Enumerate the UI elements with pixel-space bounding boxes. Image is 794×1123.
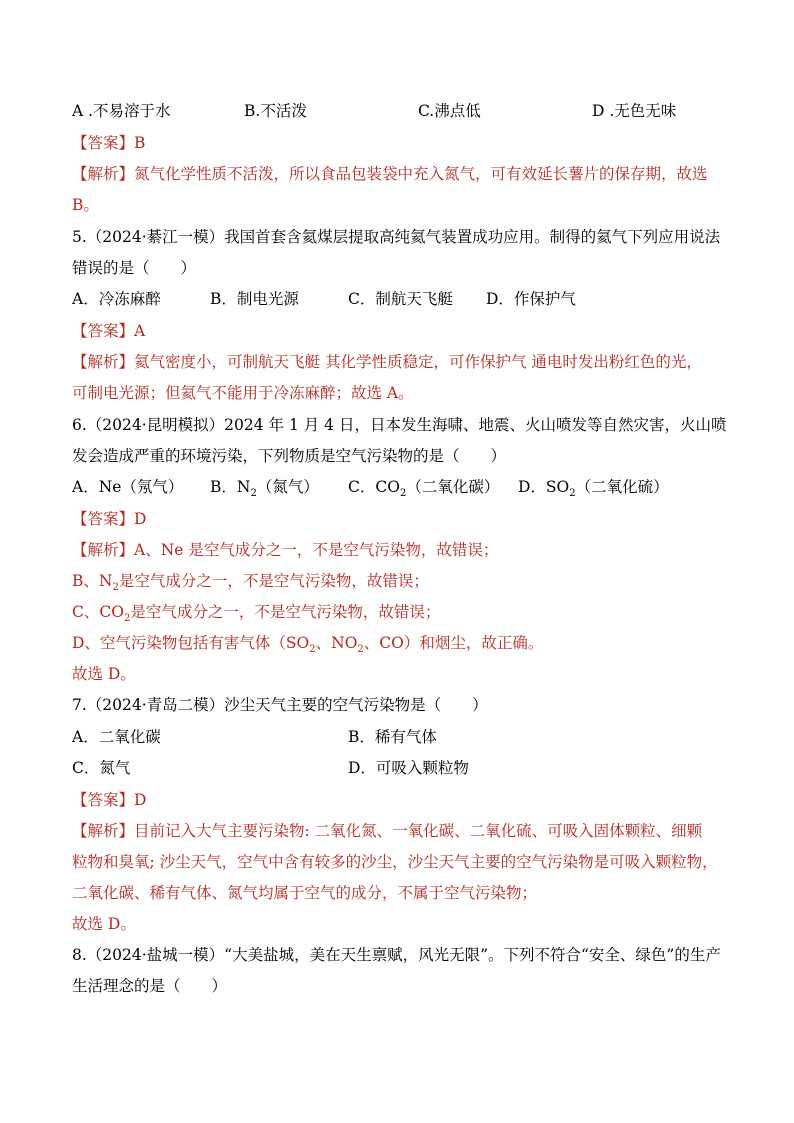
q8-stem-line-2: 生活理念的是（ ） — [72, 977, 228, 995]
q4-option-a: A .不易溶于水 — [72, 102, 171, 120]
q6-analysis-line-c: C、$CO_2$是空气成分之一，不是空气污染物，故错误； — [72, 603, 441, 625]
q4-analysis-line-2: B。 — [72, 196, 99, 214]
q6-answer: 【答案】D — [72, 510, 147, 528]
q6-stem-line-1: 6.（2024·昆明模拟）2024 年 1 月 4 日，日本发生海啸、地震、火山喷发等自然灾害，火山喷 — [72, 416, 727, 434]
q5-option-d: D．作保护气 — [486, 290, 576, 308]
q4-answer — [72, 132, 145, 154]
q6-analysis-line-b: B、$N_2$是空气成分之一，不是空气污染物，故错误； — [72, 572, 429, 594]
q4-option-d: D .无色无味 — [592, 102, 677, 120]
q7-stem: 7.（2024·青岛二模）沙尘天气主要的空气污染物是（ ） — [72, 696, 488, 714]
q7-answer: 【答案】D — [72, 791, 147, 809]
q5-analysis-line-1: 【解析】氦气密度小，可制航天飞艇 其化学性质稳定，可作保护气 通电时发出粉红色的光， — [72, 353, 702, 371]
q5-stem-line-2: 错误的是（ ） — [72, 259, 197, 277]
q5-option-c: C．制航天飞艇 — [348, 290, 453, 308]
q7-option-c: C．氮气 — [72, 759, 131, 777]
q4-option-b: B.不活泼 — [244, 102, 307, 120]
answer-label: 【答案】 — [72, 134, 135, 152]
q5-stem-line-1: 5.（2024·綦江一模）我国首套含氦煤层提取高纯氦气装置成功应用。制得的氦气下列应用说法 — [72, 228, 721, 246]
q5-option-b: B．制电光源 — [210, 290, 299, 308]
q8-stem-line-1: 8.（2024·盐城一模）“大美盐城，美在天生禀赋，风光无限”。下列不符合“安全、绿色”的生产 — [72, 946, 721, 964]
q7-option-a: A．二氧化碳 — [72, 728, 161, 746]
q6-analysis-line-d: D、空气污染物包括有害气体（$SO_2$、$NO_2$、CO）和烟尘，故正确。 — [72, 634, 544, 656]
q6-option-a: A．Ne（氖气） — [72, 478, 184, 496]
q5-option-a: A．冷冻麻醉 — [72, 290, 161, 308]
q4-option-c: C.沸点低 — [418, 102, 481, 120]
q7-option-b: B．稀有气体 — [348, 728, 437, 746]
analysis-label: 【解析】 — [72, 165, 135, 183]
q6-option-c: C．$CO_2$（二氧化碳） — [348, 478, 500, 500]
q7-conclusion: 故选 D。 — [72, 915, 136, 933]
q6-conclusion: 故选 D。 — [72, 665, 136, 683]
q5-analysis-line-2: 可制电光源；但氦气不能用于冷冻麻醉；故选 A。 — [72, 384, 414, 402]
q6-option-b: B．$N_2$（氮气） — [210, 478, 319, 500]
q7-analysis-line-1: 【解析】目前记入大气主要污染物: 二氧化氮、一氧化碳、二氧化硫、可吸入固体颗粒、细颗 — [72, 822, 703, 840]
q7-analysis-line-2: 粒物和臭氧; 沙尘天气，空气中含有较多的沙尘，沙尘天气主要的空气污染物是可吸入颗粒物， — [72, 853, 718, 871]
q7-analysis-line-3: 二氧化碳、稀有气体、氮气均属于空气的成分，不属于空气污染物； — [72, 884, 538, 902]
q6-option-d: D．$SO_2$（二氧化硫） — [518, 478, 669, 500]
q6-stem-line-2: 发会造成严重的环境污染，下列物质是空气污染物的是（ ） — [72, 447, 507, 465]
q6-analysis-line-a: 【解析】A、Ne 是空气成分之一，不是空气污染物，故错误； — [72, 541, 499, 559]
q4-analysis-line-1: 【解析】氮气化学性质不活泼，所以食品包装袋中充入氮气，可有效延长薯片的保存期，故选 — [72, 165, 708, 183]
q7-option-d: D．可吸入颗粒物 — [348, 759, 469, 777]
q5-answer: 【答案】A — [72, 322, 146, 340]
answer-value: B — [134, 134, 146, 152]
